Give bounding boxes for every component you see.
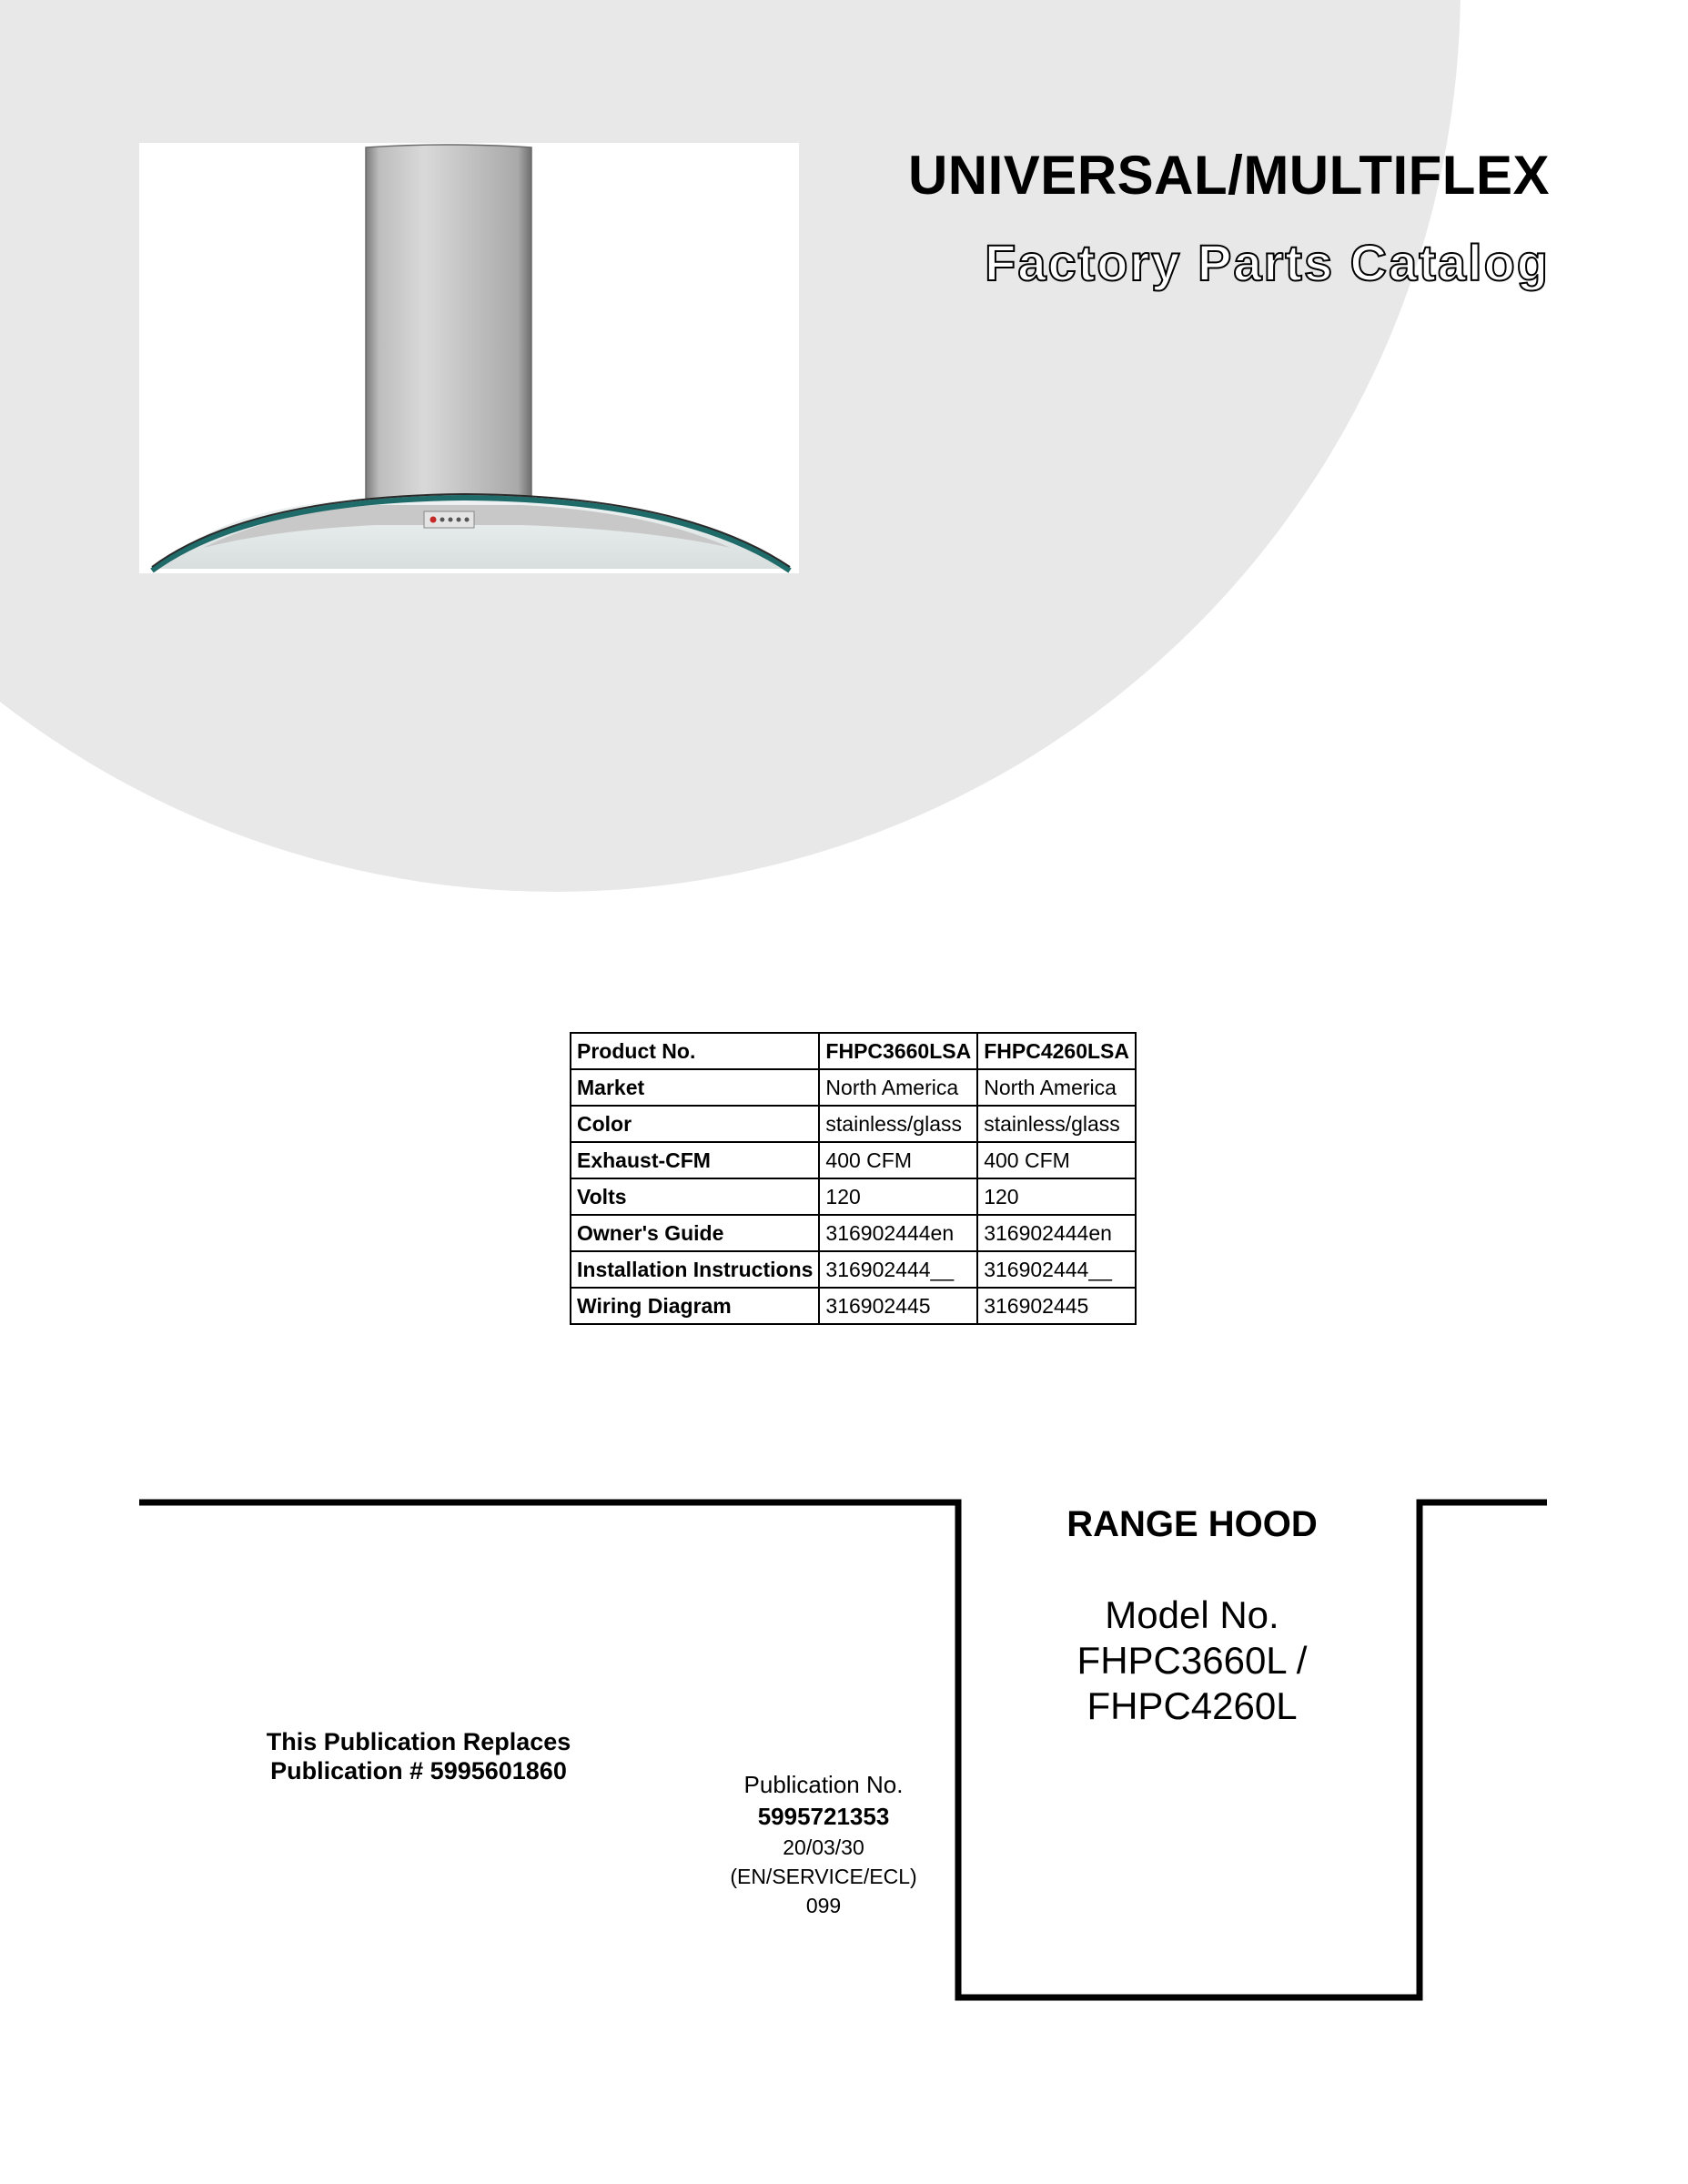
replaces-line-2: Publication # 5995601860 xyxy=(270,1757,567,1785)
table-header-cell: FHPC4260LSA xyxy=(977,1033,1136,1069)
product-type-title: RANGE HOOD xyxy=(1066,1504,1318,1544)
table-cell: 316902445 xyxy=(977,1288,1136,1324)
brand-title: UNIVERSAL/MULTIFLEX xyxy=(907,145,1550,206)
table-cell: 400 CFM xyxy=(977,1142,1136,1178)
table-header-cell: Product No. xyxy=(571,1033,819,1069)
publication-info xyxy=(692,1769,955,1920)
table-label-cell: Volts xyxy=(571,1178,819,1215)
table-cell: 316902444__ xyxy=(819,1251,977,1288)
catalog-title: Factory Parts Catalog xyxy=(985,234,1550,291)
table-label-cell: Owner's Guide xyxy=(571,1215,819,1251)
table-label-cell: Installation Instructions xyxy=(571,1251,819,1288)
replaces-line-1: This Publication Replaces xyxy=(266,1728,571,1755)
table-label-cell: Color xyxy=(571,1106,819,1142)
model-label: Model No. xyxy=(1105,1593,1279,1636)
table-cell: stainless/glass xyxy=(819,1106,977,1142)
table-cell: North America xyxy=(977,1069,1136,1106)
table-label-cell: Wiring Diagram xyxy=(571,1288,819,1324)
model-line-2: FHPC4260L xyxy=(1087,1684,1298,1727)
table-cell: 316902444__ xyxy=(977,1251,1136,1288)
publication-date: 20/03/30 xyxy=(783,1835,864,1859)
model-line-1: FHPC3660L / xyxy=(1076,1639,1308,1682)
replaces-notice xyxy=(227,1727,610,1785)
table-label-cell: Market xyxy=(571,1069,819,1106)
table-label-cell: Exhaust-CFM xyxy=(571,1142,819,1178)
table-cell: 120 xyxy=(977,1178,1136,1215)
publication-label: Publication No. xyxy=(743,1771,904,1798)
table-cell: 316902444en xyxy=(977,1215,1136,1251)
table-cell: North America xyxy=(819,1069,977,1106)
publication-suffix: 099 xyxy=(805,1894,842,1917)
table-header-cell: FHPC3660LSA xyxy=(819,1033,977,1069)
product-box xyxy=(965,1502,1420,1729)
table-cell: 316902444en xyxy=(819,1215,977,1251)
table-cell: stainless/glass xyxy=(977,1106,1136,1142)
table-cell: 316902445 xyxy=(819,1288,977,1324)
table-cell: 400 CFM xyxy=(819,1142,977,1178)
publication-number: 5995721353 xyxy=(757,1803,890,1830)
publication-code: (EN/SERVICE/ECL) xyxy=(730,1865,917,1888)
table-cell: 120 xyxy=(819,1178,977,1215)
model-block xyxy=(965,1592,1420,1729)
